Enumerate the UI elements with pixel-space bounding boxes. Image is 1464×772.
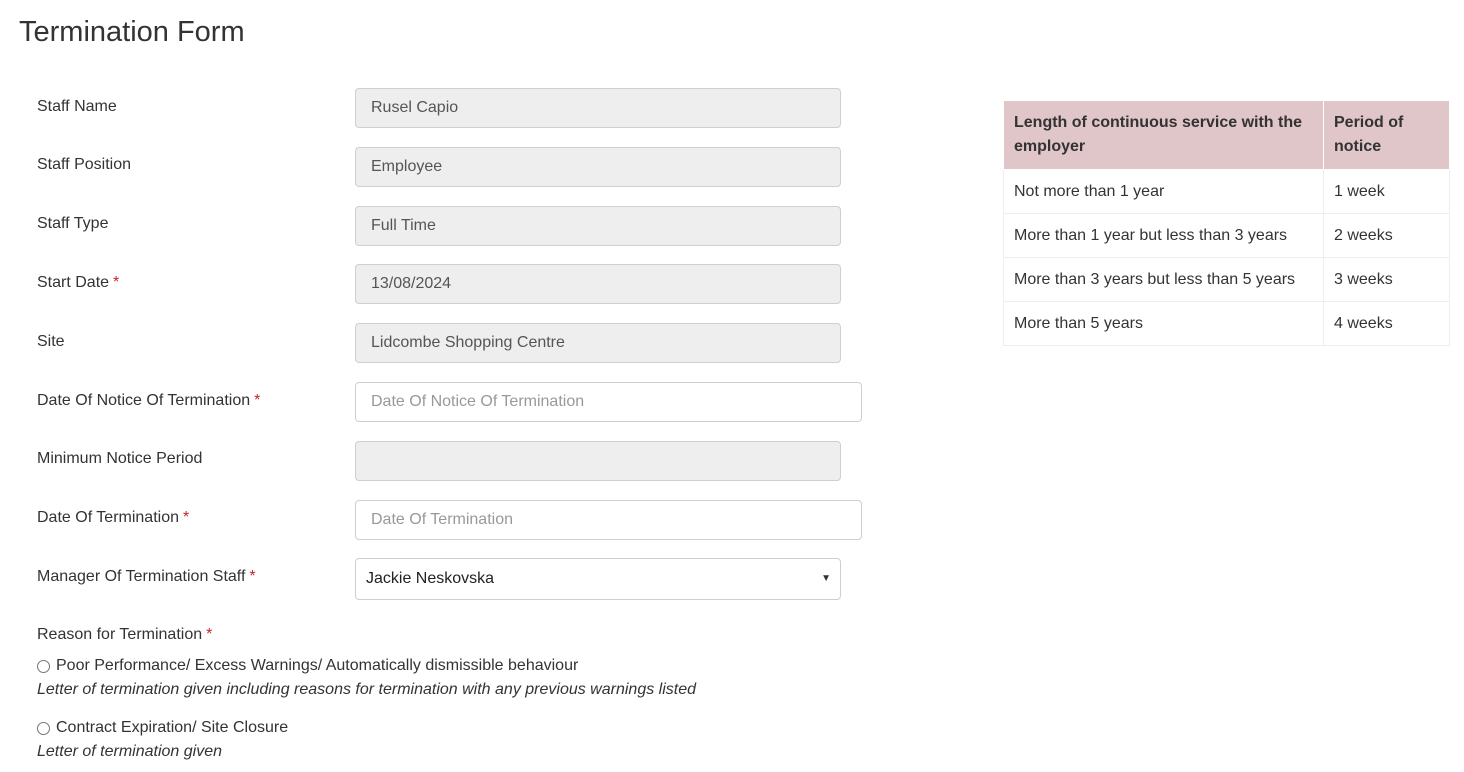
required-marker: * [206, 626, 213, 643]
staff-name-row [0, 88, 900, 130]
table-header-row [1004, 101, 1450, 170]
table-cell-notice-period: 4 weeks [1324, 302, 1450, 346]
date-of-termination-row [0, 500, 900, 542]
table-header-service-length: Length of continuous service with the employer [1004, 101, 1324, 170]
reason-option-poor-performance[interactable] [37, 657, 578, 675]
date-of-termination-label: Date Of Termination * [37, 509, 190, 526]
date-of-termination-input[interactable] [355, 500, 862, 540]
table-row [1004, 214, 1450, 258]
required-marker: * [113, 274, 120, 291]
staff-type-field[interactable] [355, 206, 841, 246]
reason-option-contract-expiration[interactable] [37, 719, 288, 737]
start-date-row [0, 264, 900, 306]
staff-position-field[interactable] [355, 147, 841, 187]
site-field[interactable] [355, 323, 841, 363]
table-row [1004, 258, 1450, 302]
table-row [1004, 302, 1450, 346]
chevron-down-icon: ▼ [821, 573, 831, 584]
minimum-notice-period-label: Minimum Notice Period [37, 450, 203, 467]
reason-option-label: Poor Performance/ Excess Warnings/ Automatically dismissible behaviour [56, 657, 579, 674]
table-header-notice-period: Period of notice [1324, 101, 1450, 170]
start-date-field[interactable] [355, 264, 841, 304]
table-cell-notice-period: 3 weeks [1324, 258, 1450, 302]
required-marker: * [183, 509, 190, 526]
staff-position-row [0, 147, 900, 189]
staff-position-label: Staff Position [37, 156, 131, 173]
staff-name-field[interactable] [355, 88, 841, 128]
table-cell-service-length: More than 5 years [1004, 302, 1324, 346]
date-of-notice-row [0, 382, 900, 424]
staff-name-label: Staff Name [37, 98, 117, 115]
manager-select[interactable] [355, 558, 841, 600]
date-of-notice-label: Date Of Notice Of Termination * [37, 392, 261, 409]
reason-option-note: Letter of termination given [37, 743, 222, 760]
table-cell-service-length: Not more than 1 year [1004, 170, 1324, 214]
minimum-notice-period-field[interactable] [355, 441, 841, 481]
site-row [0, 323, 900, 365]
staff-type-row [0, 206, 900, 248]
staff-type-label: Staff Type [37, 215, 109, 232]
table-cell-notice-period: 2 weeks [1324, 214, 1450, 258]
table-row [1004, 170, 1450, 214]
minimum-notice-period-row [0, 441, 900, 483]
start-date-label: Start Date * [37, 274, 120, 291]
manager-label: Manager Of Termination Staff * [37, 568, 256, 585]
table-cell-service-length: More than 1 year but less than 3 years [1004, 214, 1324, 258]
date-of-notice-input[interactable] [355, 382, 862, 422]
manager-row [0, 558, 900, 600]
site-label: Site [37, 333, 65, 350]
reason-label: Reason for Termination * [37, 626, 213, 643]
reason-option-note: Letter of termination given including reasons for termination with any previous warnings listed [37, 681, 697, 698]
radio-button[interactable] [37, 722, 50, 735]
notice-period-table [1003, 100, 1450, 346]
radio-button[interactable] [37, 660, 50, 673]
table-cell-notice-period: 1 week [1324, 170, 1450, 214]
reason-option-label: Contract Expiration/ Site Closure [56, 719, 289, 736]
manager-selected-value: Jackie Neskovska [366, 570, 495, 587]
required-marker: * [254, 392, 261, 409]
page-title: Termination Form [19, 16, 245, 48]
required-marker: * [249, 568, 256, 585]
table-cell-service-length: More than 3 years but less than 5 years [1004, 258, 1324, 302]
